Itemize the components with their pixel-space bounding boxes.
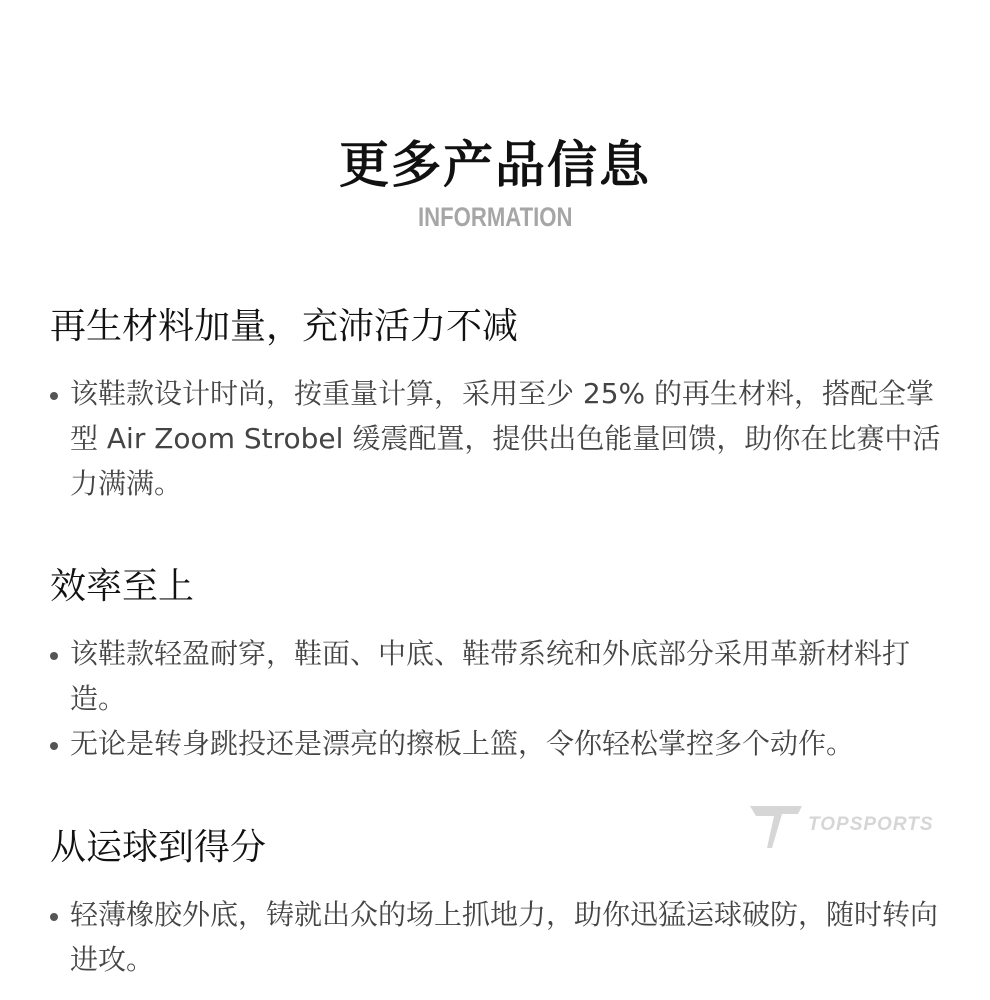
page-title: 更多产品信息 (339, 136, 651, 194)
section-recycled-materials (50, 305, 950, 506)
page-header (0, 130, 990, 232)
page-subtitle: INFORMATION (417, 202, 573, 232)
section-efficiency (50, 565, 950, 766)
bullet-list (50, 371, 950, 506)
section-title: 效率至上 (50, 566, 195, 607)
topsports-watermark (748, 802, 938, 852)
bullet-item: 该鞋款设计时尚，按重量计算，采用至少 25% 的再生材料，搭配全掌型 Air Zoom Strobel 缓震配置，提供出色能量回馈，助你在比赛中活力满满。 (50, 371, 950, 506)
bullet-item: 无论是转身跳投还是漂亮的擦板上篮，令你轻松掌控多个动作。 (50, 721, 950, 766)
bullet-item: 该鞋款轻盈耐穿，鞋面、中底、鞋带系统和外底部分采用革新材料打造。 (50, 631, 950, 721)
bullet-item: 轻薄橡胶外底，铸就出众的场上抓地力，助你迅猛运球破防，随时转向进攻。 (50, 892, 950, 982)
section-title: 再生材料加量，充沛活力不减 (50, 306, 519, 347)
bullet-list (50, 631, 950, 766)
bullet-list (50, 892, 950, 982)
section-title: 从运球到得分 (50, 827, 267, 868)
topsports-logo-icon (748, 802, 806, 852)
watermark-text: TOPSPORTS (808, 814, 934, 835)
